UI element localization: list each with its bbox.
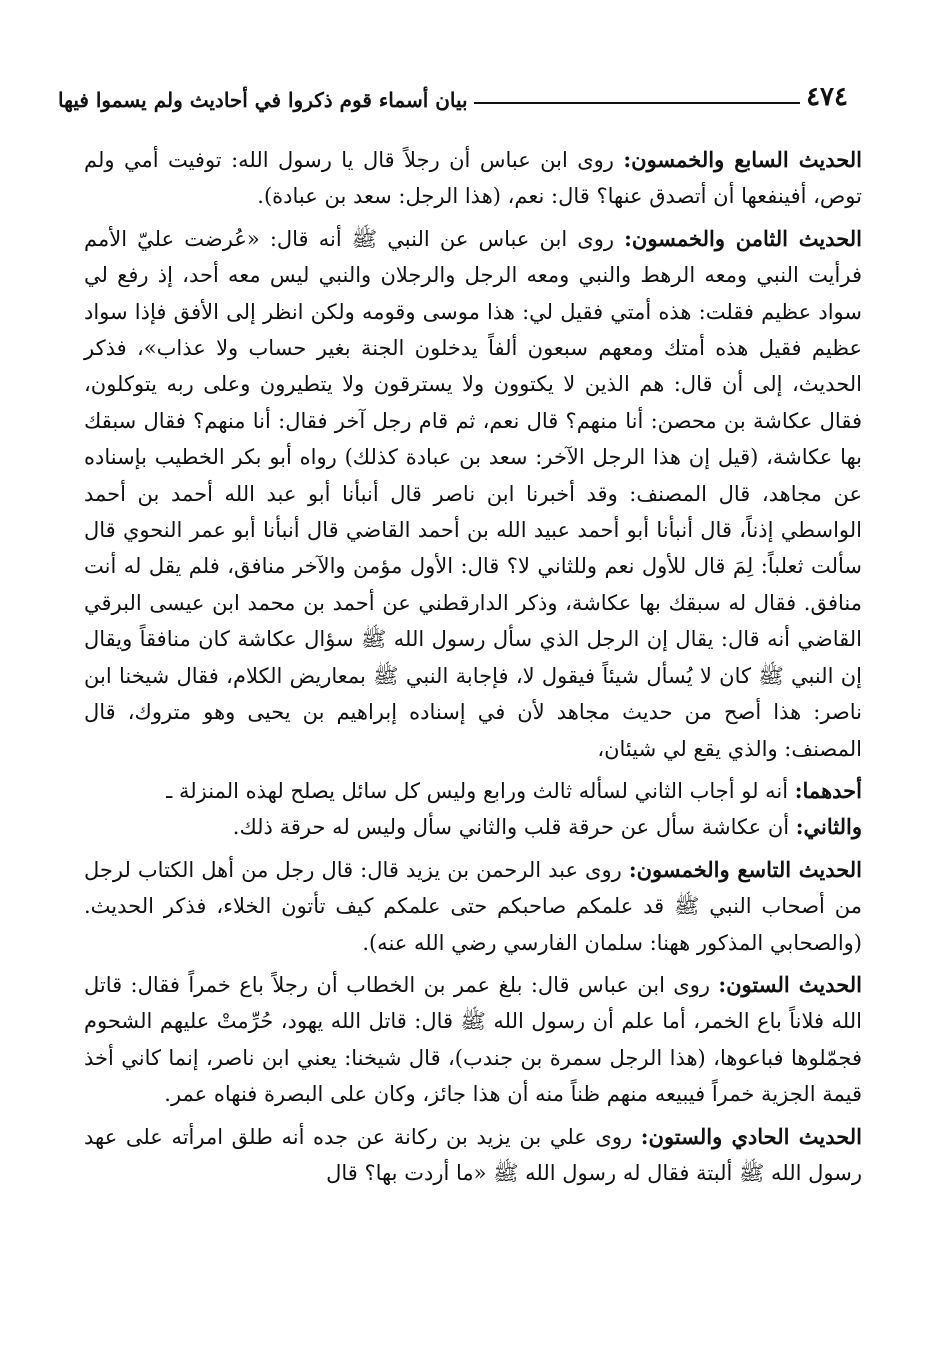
first-point-text: أنه لو أجاب الثاني لسأله ثالث ورابع وليس كل سائل يصلح لهذه المنزلة ـ [166,778,795,803]
hadith-58-heading: الحديث الثامن والخمسون: [624,225,862,251]
hadith-59-heading: الحديث التاسع والخمسون: [628,856,863,882]
hadith-57-text: روى ابن عباس أن رجلاً قال يا رسول الله: توفيت أمي ولم توص، أفينفعها أن أتصدق عنها؟ قال: نعم، (هذا الرجل: سعد بن عبادة). [84,148,862,209]
hadith-60-heading: الحديث الستون: [718,971,862,997]
hadith-61 [84,1119,862,1192]
hadith-61-heading: الحديث الحادي والستون: [640,1123,863,1149]
hadith-58 [84,221,862,767]
hadith-57-heading: الحديث السابع والخمسون: [623,147,863,172]
hadith-60 [84,967,862,1113]
first-point [84,773,862,809]
page-body [84,142,862,1197]
second-point-label: والثاني: [795,814,862,840]
hadith-61-text: روى علي بن يزيد بن ركانة عن جده أنه طلق امرأته على عهد رسول الله ﷺ ألبتة فقال له رسول الله ﷺ «ما أردت بها؟ قال [84,1124,862,1185]
second-point [84,809,862,845]
running-title: بيان أسماء قوم ذكروا في أحاديث ولم يسموا فيها [58,88,468,112]
hadith-57 [84,142,862,215]
page-header [58,70,848,110]
page-number: ٤٧٤ [806,82,848,112]
hadith-58-text: روى ابن عباس عن النبي ﷺ أنه قال: «عُرضت عليّ الأمم فرأيت النبي ومعه الرهط والنبي ومعه الرجل والرجلان والنبي ليس معه أحد، إذ رفع لي سواد عظيم فقلت: هذه أمتي فقيل لي: هذا موسى وقومه ولكن انظر إلى الأفق فإذا سواد عظيم فقيل هذه أمتك ومعهم سبعون ألفاً يدخلون الجنة بغير حساب ولا عذاب»، فذكر الحديث، إلى أن قال: هم الذين لا يكتوون ولا يسترقون ولا يتطيرون وعلى ربه يتوكلون، فقال عكاشة بن محصن: أنا منهم؟ قال نعم، ثم قام رجل آخر فقال: أنا منهم؟ فقال سبقك بها عكاشة، (قيل إن هذا الرجل الآخر: سعد بن عبادة كذلك) رواه أبو بكر الخطيب بإسناده عن مجاهد، قال المصنف: وقد أخبرنا ابن ناصر قال أنبأنا أبو عبد الله أحمد بن أحمد الواسطي إذناً، قال أنبأنا أبو أحمد عبيد الله بن أحمد القاضي قال أنبأنا أبو عمر النحوي قال سألت ثعلباً: لِمَ قال للأول نعم وللثاني لا؟ قال: الأول مؤمن والآخر منافق، فلم يقل له أنت منافق. فقال له سبقك بها عكاشة، وذكر الدارقطني عن أحمد بن محمد ابن عيسى البرقي القاضي أنه قال: يقال إن الرجل الذي سأل رسول الله ﷺ سؤال عكاشة كان منافقاً ويقال إن النبي ﷺ كان لا يُسأل شيئاً فيقول لا، فإجابة النبي ﷺ بمعاريض الكلام، فقال شيخنا ابن ناصر: هذا أصح من حديث مجاهد لأن في إسناده إبراهيم بن يحيى وهو متروك، قال المصنف: والذي يقع لي شيئان، [84,226,862,761]
first-point-label: أحدهما: [794,777,862,803]
header-rule [474,102,800,104]
hadith-60-text: روى ابن عباس قال: بلغ عمر بن الخطاب أن رجلاً باع خمراً فقال: قاتل الله فلاناً باع الخمر، أما علم أن رسول الله ﷺ قال: قاتل الله يهود، حُرِّمتْ عليهم الشحوم فجمّلوها فباعوها، (هذا الرجل سمرة بن جندب)، قال شيخنا: يعني ابن ناصر، إنما كاني أخذ قيمة الجزية خمراً فيبيعه منهم ظناً منه أن هذا جائز، وكان على البصرة فنهاه عمر. [84,972,862,1107]
second-point-text: أن عكاشة سأل عن حرقة قلب والثاني سأل وليس له حرقة ذلك. [232,815,796,840]
hadith-59-text: روى عبد الرحمن بن يزيد قال: قال رجل من أهل الكتاب لرجل من أصحاب النبي ﷺ قد علمكم صاحبكم حتى علمكم كيف تأتون الخلاء، فذكر الحديث. (والصحابي المذكور ههنا: سلمان الفارسي رضي الله عنه). [84,857,862,955]
hadith-59 [84,852,862,961]
